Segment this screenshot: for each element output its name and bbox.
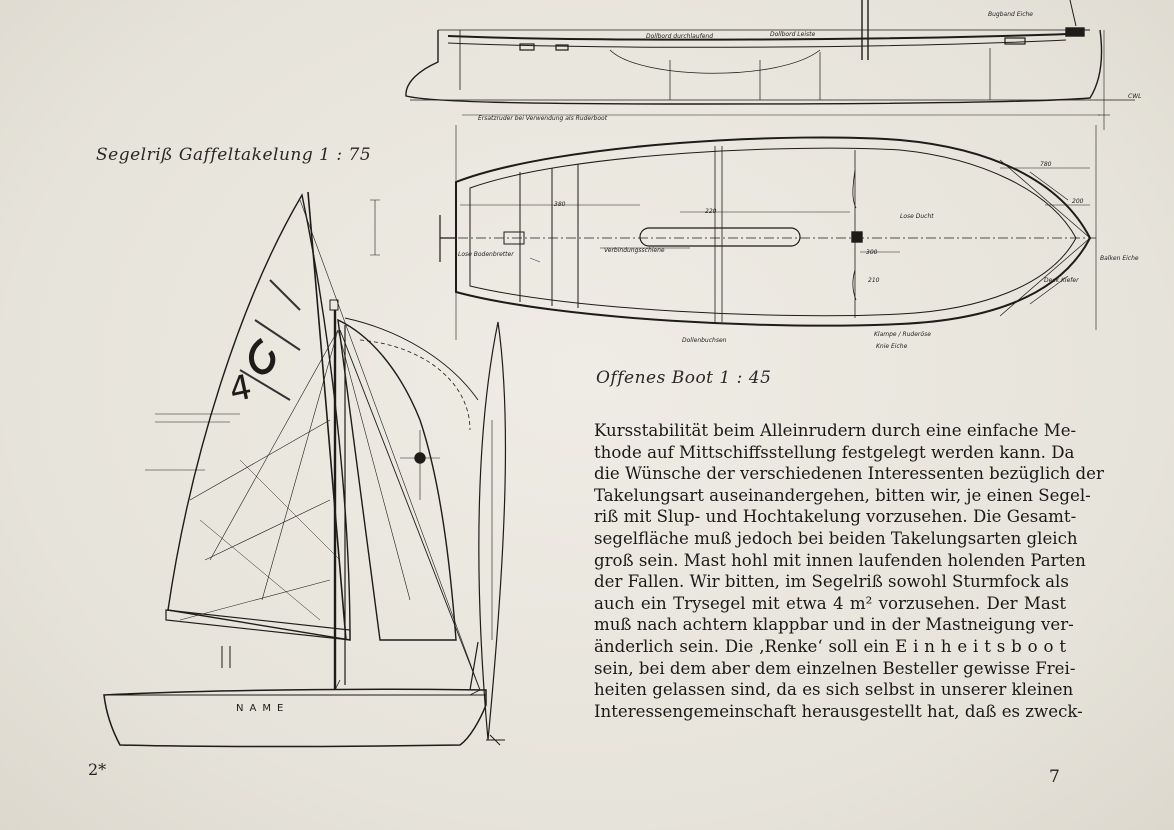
svg-text:Ersatzruder bei Verwendung als: Ersatzruder bei Verwendung als Ruderboot	[478, 115, 608, 122]
svg-text:220: 220	[705, 208, 717, 215]
svg-text:Deck Kiefer: Deck Kiefer	[1044, 277, 1079, 284]
svg-text:CWL: CWL	[1128, 93, 1142, 100]
text-line: riß mit Slup- und Hochtakelung vorzusehen. Die Gesamt-	[594, 507, 1077, 527]
text-line: segelfläche muß jedoch bei beiden Takelungsarten gleich	[594, 528, 1078, 548]
text-line: groß sein. Mast hohl mit innen laufenden holenden Parten	[594, 550, 1086, 570]
svg-text:Knie Eiche: Knie Eiche	[876, 343, 908, 350]
hull-name: NAME	[236, 703, 290, 714]
text-line: sein, bei dem aber dem einzelnen Besteller gewisse Frei-	[594, 658, 1076, 678]
open-boat-caption: Offenes Boot 1 : 45	[596, 368, 772, 388]
svg-text:380: 380	[554, 201, 566, 208]
svg-text:Verbindungsschiene: Verbindungsschiene	[604, 247, 665, 254]
svg-text:780: 780	[1040, 161, 1052, 168]
drawing-labels	[458, 11, 1141, 350]
page-number: 7	[1049, 767, 1060, 787]
svg-text:200: 200	[1072, 198, 1084, 205]
svg-text:Dollbord durchlaufend: Dollbord durchlaufend	[646, 33, 714, 40]
text-line: thode auf Mittschiffsstellung festgelegt werden kann. Da	[594, 442, 1075, 462]
signature-mark: 2*	[88, 760, 107, 779]
svg-text:Dollbord Leiste: Dollbord Leiste	[770, 31, 816, 38]
svg-text:210: 210	[868, 277, 880, 284]
svg-text:Dollenbuchsen: Dollenbuchsen	[682, 337, 727, 344]
svg-text:Balken Eiche: Balken Eiche	[1100, 255, 1139, 262]
body-text	[594, 420, 1104, 722]
svg-text:Bugband Eiche: Bugband Eiche	[988, 11, 1033, 18]
text-line: muß nach achtern klappbar und in der Mastneigung ver-	[594, 615, 1074, 635]
text-line: die Wünsche der verschiedenen Interessenten bezüglich der	[594, 464, 1104, 484]
text-line: der Fallen. Wir bitten, im Segelriß sowohl Sturmfock als	[594, 572, 1069, 592]
sail-plan-caption: Segelriß Gaffeltakelung 1 : 75	[96, 145, 372, 165]
text-line: auch ein Trysegel mit etwa 4 m² vorzusehen. Der Mast	[594, 593, 1066, 613]
svg-text:300: 300	[866, 249, 878, 256]
text-line: Kursstabilität beim Alleinrudern durch eine einfache Me-	[594, 421, 1077, 440]
svg-text:Lose Bodenbretter: Lose Bodenbretter	[458, 251, 514, 258]
boat-side-elevation	[406, 0, 1135, 130]
text-line: heiten gelassen sind, da es sich selbst in unserer kleinen	[594, 680, 1074, 700]
svg-text:Klampe / Ruderöse: Klampe / Ruderöse	[874, 331, 931, 338]
sail-plan	[104, 192, 505, 747]
text-line: Takelungsart auseinandergehen, bitten wir, je einen Segel-	[594, 485, 1091, 505]
boat-plan-view	[440, 125, 1096, 340]
text-line: Interessengemeinschaft herausgestellt hat, daß es zweck-	[594, 701, 1083, 721]
svg-text:Lose Ducht: Lose Ducht	[900, 213, 934, 220]
svg-text:4: 4	[225, 367, 256, 411]
text-line: änderlich sein. Die ‚Renke‘ soll ein E i n h e i t s b o o t	[594, 636, 1066, 656]
